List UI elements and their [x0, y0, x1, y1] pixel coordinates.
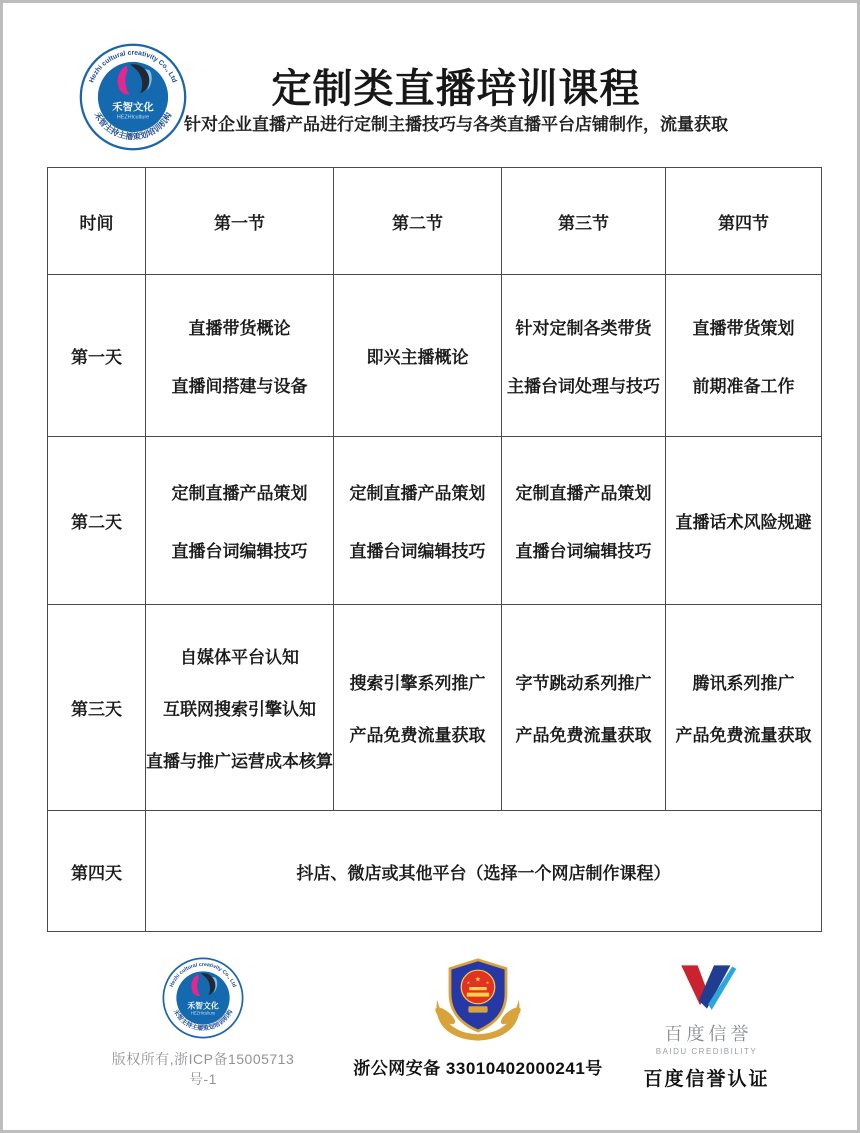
course-line: 针对定制各类带货 [515, 319, 652, 338]
baidu-certification-text: 百度信誉认证 [643, 1069, 770, 1090]
police-registration-text: 浙公网安备 33010402000241号 [353, 1059, 603, 1078]
row-label-day2: 第二天 [48, 437, 146, 605]
course-cell [146, 437, 334, 605]
course-line: 搜索引擎系列推广 [349, 674, 486, 693]
course-line: 直播带货策划 [692, 319, 795, 338]
table-row-day1 [48, 275, 822, 437]
course-line: 定制直播产品策划 [515, 484, 652, 503]
course-line: 直播带货概论 [188, 319, 291, 338]
course-cell [666, 437, 822, 605]
hezhi-logo-footer-icon [162, 957, 244, 1039]
column-header-session2: 第二节 [334, 168, 502, 275]
course-cell [502, 605, 666, 811]
course-cell [334, 275, 502, 437]
course-line: 产品免费流量获取 [515, 726, 652, 745]
row-label-day1: 第一天 [48, 275, 146, 437]
course-line: 定制直播产品策划 [171, 484, 308, 503]
table-header-row [48, 168, 822, 275]
course-line: 直播台词编辑技巧 [171, 542, 308, 561]
row-label-day3: 第三天 [48, 605, 146, 811]
course-line: 直播话术风险规避 [675, 513, 812, 532]
course-line: 腾讯系列推广 [692, 674, 795, 693]
column-header-session3: 第三节 [502, 168, 666, 275]
course-cell [146, 605, 334, 811]
course-cell [146, 275, 334, 437]
course-line: 自媒体平台认知 [180, 648, 299, 667]
page-title: 定制类直播培训课程 [271, 67, 641, 111]
police-badge-icon [426, 951, 530, 1047]
course-line: 字节跳动系列推广 [515, 674, 652, 693]
course-line: 主播台词处理与技巧 [507, 377, 660, 396]
course-cell-merged [146, 811, 822, 932]
course-line: 直播间搭建与设备 [171, 377, 308, 396]
course-line: 直播台词编辑技巧 [349, 542, 486, 561]
course-line: 抖店、微店或其他平台（选择一个网店制作课程） [296, 863, 671, 883]
course-line: 定制直播产品策划 [349, 484, 486, 503]
course-line: 前期准备工作 [692, 377, 795, 396]
table-row-day3 [48, 605, 822, 811]
course-line: 产品免费流量获取 [675, 726, 812, 745]
course-cell [334, 605, 502, 811]
course-cell [502, 437, 666, 605]
footer-police-group [343, 951, 613, 1079]
course-line: 直播与推广运营成本核算 [146, 752, 333, 771]
table-row-day2 [48, 437, 822, 605]
row-label-day4: 第四天 [48, 811, 146, 932]
baidu-credibility-cn-text: 百度信誉 [664, 1024, 753, 1044]
course-line: 产品免费流量获取 [349, 726, 486, 745]
course-cell [666, 605, 822, 811]
baidu-credibility-icon [675, 963, 739, 1011]
column-header-time: 时间 [48, 168, 146, 275]
course-line: 直播台词编辑技巧 [515, 542, 652, 561]
course-line: 即兴主播概论 [366, 348, 469, 367]
column-header-session4: 第四节 [666, 168, 822, 275]
course-cell [666, 275, 822, 437]
page-subtitle: 针对企业直播产品进行定制主播技巧与各类直播平台店铺制作，流量获取 [184, 115, 728, 134]
column-header-session1: 第一节 [146, 168, 334, 275]
footer-hezhi-group [103, 957, 303, 1089]
footer-baidu-group [599, 963, 814, 1091]
course-cell [334, 437, 502, 605]
baidu-credibility-en-text: BAIDU CREDIBILITY [655, 1047, 758, 1056]
table-row-day4 [48, 811, 822, 932]
copyright-icp-text: 版权所有,浙ICP备15005713号-1 [111, 1051, 295, 1087]
course-schedule-table [47, 167, 822, 932]
course-cell [502, 275, 666, 437]
course-line: 互联网搜索引擎认知 [163, 700, 316, 719]
